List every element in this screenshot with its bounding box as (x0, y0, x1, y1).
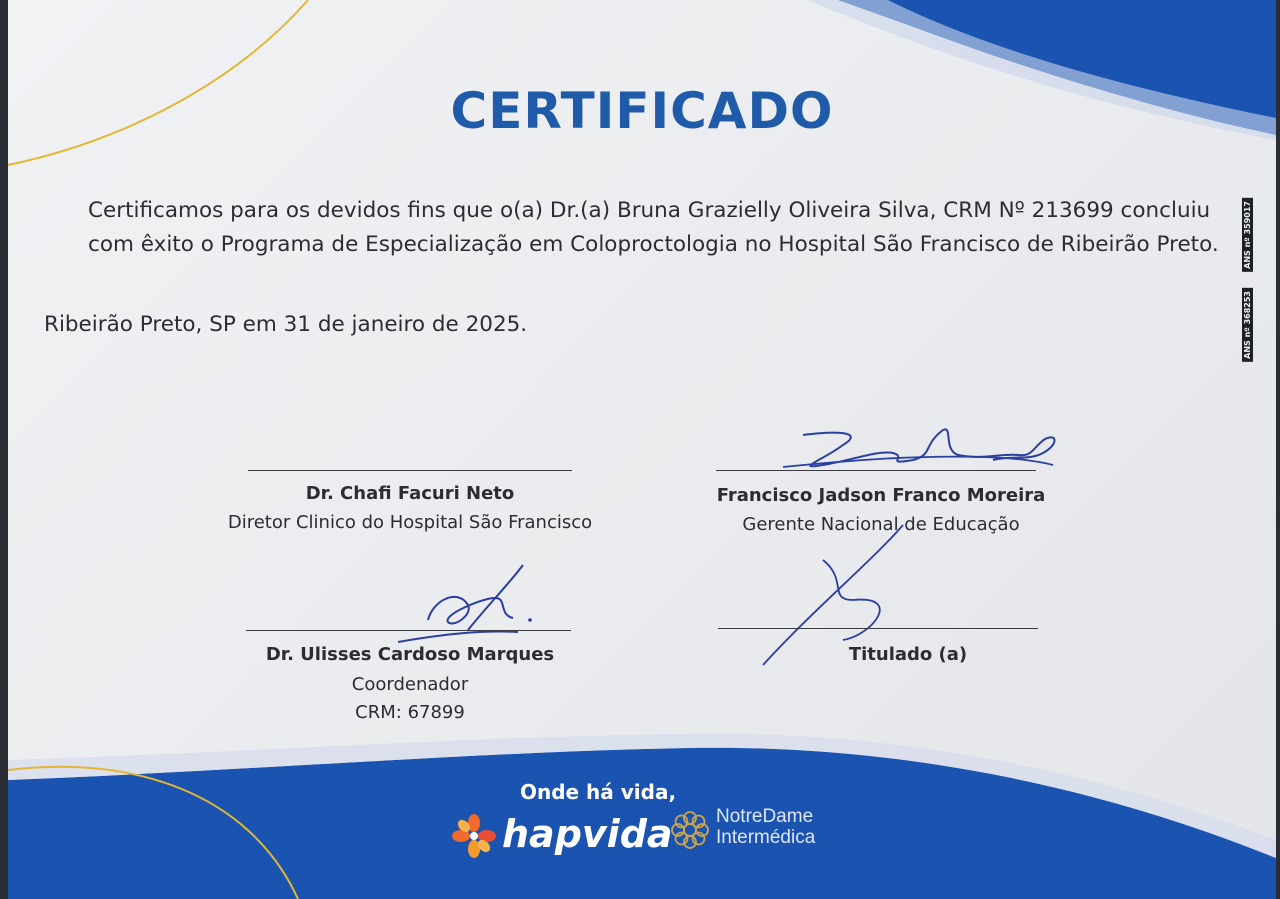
signatory-role-manager: Gerente Nacional de Educação (742, 514, 1020, 535)
partner-line-1: NotreDame (716, 806, 814, 827)
signature-line-director (248, 470, 572, 471)
flower-logo-icon (451, 813, 497, 859)
signatory-role-director: Diretor Clinico do Hospital São Francisco (227, 512, 593, 533)
footer-slogan: Onde há vida, (519, 780, 677, 804)
place-date: Ribeirão Preto, SP em 31 de janeiro de 2025. (44, 312, 528, 337)
partner-line-2: Intermédica (716, 827, 816, 848)
signatory-name-director: Dr. Chafi Facuri Neto (305, 483, 515, 504)
side-code-1: ANS nº 359017 (1242, 198, 1253, 272)
signature-francisco (783, 425, 1073, 485)
signature-ulisses (398, 560, 548, 645)
notredame-mandala-icon (668, 808, 712, 852)
side-code-2: ANS nº 368253 (1242, 288, 1253, 362)
certificate-sheet (8, 0, 1276, 899)
certificate-title: CERTIFICADO (450, 82, 834, 140)
signatory-name-titulado: Titulado (a) (848, 644, 968, 665)
signatory-crm-coordinator: CRM: 67899 (355, 702, 465, 723)
body-line-1: Certificamos para os devidos fins que o(a) Dr.(a) Bruna Grazielly Oliveira Silva, CRM Nº 213699 concluiu (88, 198, 1211, 223)
signature-line-manager (716, 470, 1036, 471)
signature-line-coordinator (246, 630, 571, 631)
signature-line-titulado (718, 628, 1038, 629)
body-line-2: com êxito o Programa de Especialização em Coloproctologia no Hospital São Francisco de Ribeirão Preto. (88, 232, 1219, 257)
certificate-body (88, 194, 1238, 262)
brand-hapvida: hapvida (502, 812, 673, 856)
signatory-name-coordinator: Dr. Ulisses Cardoso Marques (265, 644, 555, 665)
signatory-role-coordinator: Coordenador (351, 674, 469, 695)
signatory-name-manager: Francisco Jadson Franco Moreira (716, 485, 1046, 506)
partner-notredame (716, 806, 815, 848)
